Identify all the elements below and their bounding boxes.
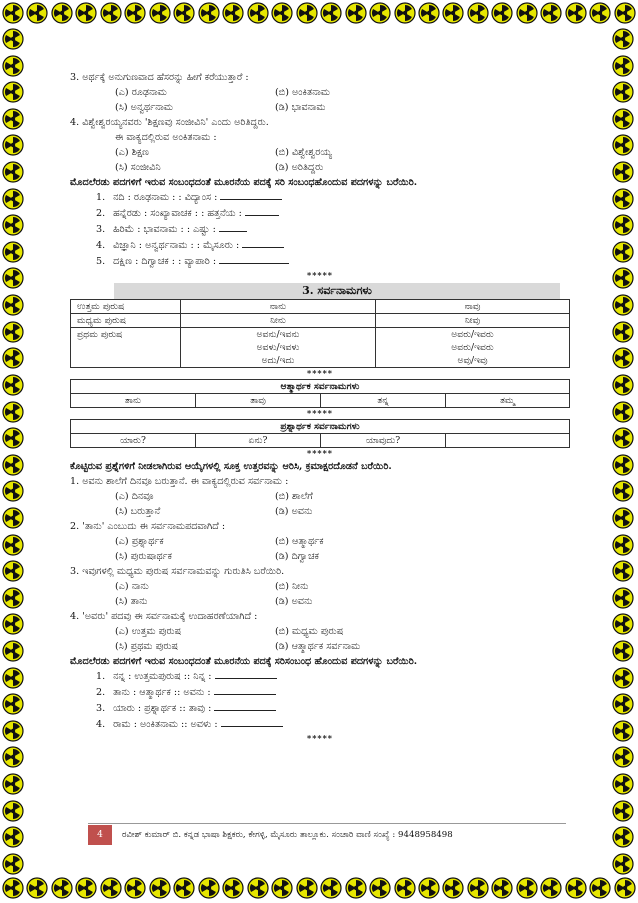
radiation-icon: [612, 321, 634, 343]
radiation-icon: [2, 773, 24, 795]
separator: *****: [307, 448, 333, 458]
table-cell: ಏನು?: [196, 434, 321, 448]
option-c: (ಸಿ) ಸಂಜೀವಿನಿ: [115, 162, 161, 173]
footer-text: ರವೀಶ್ ಕುಮಾರ್ ಬಿ. ಕನ್ನಡ ಭಾಷಾ ಶಿಕ್ಷಕರು, ಕೇಗಳ್ಳಿ, ಮೈಸೂರು ತಾಲ್ಲೂಕು. ಸಂಚಾರಿ ವಾಣಿ ಸಂಖ್ಯೆ : 9448958498: [122, 829, 453, 840]
radiation-icon: [612, 161, 634, 183]
radiation-icon: [612, 188, 634, 210]
match-text: ರಾಮ : ಅಂಕಿತನಾಮ :: ಅವಳು :: [113, 719, 218, 730]
match-text: ನದಿ : ರೂಢನಾಮ : : ವಿದ್ಯಾಂಸ :: [113, 192, 218, 203]
radiation-icon: [612, 294, 634, 316]
radiation-icon: [612, 401, 634, 423]
row-label: ಮಧ್ಯಮ ಪುರುಷ: [71, 314, 181, 328]
radiation-icon: [2, 241, 24, 263]
row-label: ಉತ್ತಮ ಪುರುಷ: [71, 300, 181, 314]
radiation-icon: [612, 480, 634, 502]
question-3b: 3. ಇವುಗಳಲ್ಲಿ ಮಧ್ಯಮ ಪುರುಷ ಸರ್ವನಾಮವನ್ನು ಗುರುತಿಸಿ ಬರೆಯಿರಿ.: [70, 566, 285, 577]
question-4b: 4. 'ಅವರು' ಪದವು ಈ ಸರ್ವನಾಮಕ್ಕೆ ಉದಾಹರಣೆಯಾಗಿದೆ :: [70, 611, 258, 622]
radiation-icon: [612, 746, 634, 768]
interrogative-table: [70, 419, 570, 448]
option-c: (ಸಿ) ಪ್ರಥಮ ಪುರುಷ: [115, 641, 179, 652]
page-footer: [88, 823, 566, 845]
answer-blank: [219, 254, 289, 264]
match-item: [70, 717, 570, 733]
answer-blank: [215, 669, 277, 679]
radiation-icon: [222, 877, 244, 899]
pronoun-table: [70, 299, 570, 368]
radiation-icon: [173, 877, 195, 899]
match-number: 5.: [96, 256, 106, 267]
plural-cell: ನೀವು: [376, 314, 570, 328]
radiation-icon: [589, 2, 611, 24]
match-list-b: [70, 669, 570, 733]
match-number: 2.: [96, 208, 106, 219]
radiation-icon: [2, 720, 24, 742]
radiation-icon: [612, 241, 634, 263]
singular-cell: [181, 328, 376, 368]
option-d: (ಡಿ) ಭಾವನಾಮ: [275, 102, 326, 113]
option-a: (ಎ) ಉತ್ತಮ ಪುರುಷ: [115, 626, 182, 637]
match-instructions: ಮೊದಲೆರಡು ಪದಗಳಿಗೆ ಇರುವ ಸಂಬಂಧದಂತೆ ಮೂರನೆಯ ಪದಕ್ಕೆ ಸರಿ ಸಂಬಂಧಹೊಂದುವ ಪದಗಳನ್ನು ಬರೆಯಿರಿ.: [70, 177, 418, 188]
question-2-options: [70, 534, 570, 564]
match-item: [70, 685, 570, 701]
separator: *****: [307, 270, 333, 280]
option-d: (ಡಿ) ದಿಗ್ವಾಚಕ: [275, 551, 319, 562]
option-b: (ಬಿ) ಮಧ್ಯಮ ಪುರುಷ: [275, 626, 344, 637]
match-text: ಯಾರು : ಪ್ರಶ್ನಾರ್ಥಕ :: ತಾವು :: [113, 703, 212, 714]
radiation-icon: [418, 877, 440, 899]
radiation-icon: [369, 877, 391, 899]
radiation-icon: [2, 454, 24, 476]
option-d: (ಡಿ) ಆತ್ಮಾರ್ಥಕ ಸರ್ವನಾಮ: [275, 641, 361, 652]
question-3: 3. ಅರ್ಥಕ್ಕೆ ಅನುಗುಣವಾದ ಹೆಸರನ್ನು ಹೀಗೆ ಕರೆಯುತ್ತಾರೆ :: [70, 72, 249, 83]
radiation-icon: [173, 2, 195, 24]
border-top: [0, 2, 638, 28]
border-bottom: [0, 877, 638, 903]
radiation-icon: [2, 587, 24, 609]
radiation-icon: [612, 134, 634, 156]
radiation-icon: [612, 454, 634, 476]
radiation-icon: [2, 640, 24, 662]
table-row: [71, 328, 570, 368]
radiation-icon: [491, 877, 513, 899]
border-right: [612, 26, 638, 877]
match-item: [70, 238, 570, 254]
match-number: 1.: [96, 192, 106, 203]
radiation-icon: [26, 2, 48, 24]
radiation-icon: [51, 877, 73, 899]
radiation-icon: [442, 2, 464, 24]
option-a: (ಎ) ಪ್ರಶ್ನಾರ್ಥಕ: [115, 536, 164, 547]
table-row: [71, 314, 570, 328]
option-a: (ಎ) ರೂಢನಾಮ: [115, 87, 167, 98]
table-cell: ತಾನು: [71, 394, 196, 408]
table-cell: ಯಾರು?: [71, 434, 196, 448]
option-a: (ಎ) ದಿನವೂ: [115, 491, 154, 502]
option-a: (ಎ) ಶಿಕ್ಷಣ: [115, 147, 149, 158]
radiation-icon: [612, 55, 634, 77]
question-4-sub: ಈ ವಾಕ್ಯದಲ್ಲಿರುವ ಅಂಕಿತನಾಮ :: [115, 132, 217, 143]
page-number: 4: [88, 825, 112, 845]
separator: *****: [307, 733, 333, 743]
radiation-icon: [612, 28, 634, 50]
option-c: (ಸಿ) ಬರುತ್ತಾನೆ: [115, 506, 161, 517]
table-header-row: [71, 380, 570, 394]
answer-blank: [221, 717, 283, 727]
radiation-icon: [75, 2, 97, 24]
radiation-icon: [296, 877, 318, 899]
singular-cell: ನಾನು: [181, 300, 376, 314]
radiation-icon: [2, 134, 24, 156]
option-b: (ಬಿ) ವಿಶ್ವೇಶ್ವರಯ್ಯ: [275, 147, 332, 158]
singular-form: ಅವಳು/ಇವಳು: [256, 342, 300, 353]
table-header-row: [71, 420, 570, 434]
question-4b-options: [70, 624, 570, 654]
radiation-icon: [345, 877, 367, 899]
singular-cell: ನೀನು: [181, 314, 376, 328]
option-d: (ಡಿ) ಅವನು: [275, 506, 313, 517]
radiation-icon: [2, 507, 24, 529]
plural-form: ಅವು/ಇವು: [457, 355, 488, 366]
radiation-icon: [271, 2, 293, 24]
table-row: [71, 300, 570, 314]
answer-blank: [242, 238, 284, 248]
radiation-icon: [612, 667, 634, 689]
radiation-icon: [612, 613, 634, 635]
mcq-instructions: ಕೊಟ್ಟಿರುವ ಪ್ರಶ್ನೆಗಳಿಗೆ ನೀಡಲಾಗಿರುವ ಆಯ್ಕೆಗಳಲ್ಲಿ ಸೂಕ್ತ ಉತ್ತರವನ್ನು ಆರಿಸಿ, ಕ್ರಮಾಕ್ಷರದೊಡನೆ ಬರೆಯಿರಿ.: [70, 461, 392, 472]
radiation-icon: [589, 877, 611, 899]
radiation-icon: [2, 826, 24, 848]
radiation-icon: [2, 374, 24, 396]
table-row: [71, 394, 570, 408]
radiation-icon: [612, 427, 634, 449]
table-cell-empty: [446, 434, 570, 448]
radiation-icon: [612, 720, 634, 742]
radiation-icon: [320, 2, 342, 24]
plural-form: ಅವರು/ಇವರು: [451, 342, 494, 353]
singular-form: ಅವನು/ಇವನು: [256, 329, 300, 340]
radiation-icon: [369, 2, 391, 24]
radiation-icon: [612, 826, 634, 848]
radiation-icon: [612, 773, 634, 795]
reflexive-table: [70, 379, 570, 408]
answer-blank: [220, 190, 282, 200]
radiation-icon: [2, 188, 24, 210]
radiation-icon: [26, 877, 48, 899]
match-text: ವಿಜ್ಞಾನಿ : ಅನ್ವರ್ಥನಾಮ : : ಮೈಸೂರು :: [113, 240, 240, 251]
section-title: 3. ಸರ್ವನಾಮಗಳು: [114, 283, 560, 299]
radiation-icon: [51, 2, 73, 24]
answer-blank: [214, 701, 276, 711]
match-number: 4.: [96, 240, 106, 251]
option-a: (ಎ) ನಾನು: [115, 581, 149, 592]
radiation-icon: [149, 877, 171, 899]
radiation-icon: [394, 877, 416, 899]
radiation-icon: [2, 294, 24, 316]
radiation-icon: [75, 877, 97, 899]
radiation-icon: [2, 401, 24, 423]
plural-form: ಅವರು/ಇವರು: [451, 329, 494, 340]
singular-form: ಅದು/ಇದು: [261, 355, 295, 366]
radiation-icon: [491, 2, 513, 24]
option-c: (ಸಿ) ಅನ್ವರ್ಥನಾಮ: [115, 102, 174, 113]
radiation-icon: [516, 877, 538, 899]
radiation-icon: [124, 877, 146, 899]
match-number: 4.: [96, 719, 106, 730]
radiation-icon: [516, 2, 538, 24]
radiation-icon: [100, 2, 122, 24]
radiation-icon: [2, 667, 24, 689]
match-number: 2.: [96, 687, 106, 698]
table-title: ಪ್ರಶ್ನಾರ್ಥಕ ಸರ್ವನಾಮಗಳು: [71, 420, 570, 434]
radiation-icon: [614, 2, 636, 24]
match-text: ಹಿರಿಮೆ : ಭಾವನಾಮ : : ಎಷ್ಟು :: [113, 224, 216, 235]
radiation-icon: [612, 534, 634, 556]
radiation-icon: [612, 108, 634, 130]
table-cell: ತನ್ನ: [321, 394, 446, 408]
radiation-icon: [612, 853, 634, 875]
radiation-icon: [2, 534, 24, 556]
radiation-icon: [612, 693, 634, 715]
question-4-options: [70, 145, 570, 175]
radiation-icon: [100, 877, 122, 899]
match-item: [70, 254, 570, 270]
radiation-icon: [612, 587, 634, 609]
radiation-icon: [2, 800, 24, 822]
radiation-icon: [247, 2, 269, 24]
answer-blank: [245, 206, 279, 216]
separator: *****: [307, 408, 333, 418]
radiation-icon: [612, 214, 634, 236]
radiation-icon: [2, 693, 24, 715]
radiation-icon: [271, 877, 293, 899]
radiation-icon: [124, 2, 146, 24]
option-b: (ಬಿ) ಆತ್ಮಾರ್ಥಕ: [275, 536, 324, 547]
option-d: (ಡಿ) ಅವನು: [275, 596, 313, 607]
radiation-icon: [296, 2, 318, 24]
match-number: 3.: [96, 224, 106, 235]
separator: *****: [307, 368, 333, 378]
radiation-icon: [614, 877, 636, 899]
plural-cell: ನಾವು: [376, 300, 570, 314]
radiation-icon: [320, 877, 342, 899]
match-number: 3.: [96, 703, 106, 714]
plural-cell: [376, 328, 570, 368]
answer-blank: [219, 222, 247, 232]
table-cell: ಯಾವುದು?: [321, 434, 446, 448]
radiation-icon: [2, 28, 24, 50]
match-text: ತಾನು : ಆತ್ಮಾರ್ಥಕ :: ಅವನು :: [113, 687, 211, 698]
radiation-icon: [2, 877, 24, 899]
table-row: [71, 434, 570, 448]
radiation-icon: [2, 267, 24, 289]
option-d: (ಡಿ) ಅರಿತಿದ್ದರು: [275, 162, 324, 173]
question-1-options: [70, 489, 570, 519]
question-2: 2. 'ತಾನು' ಎಂಬುದು ಈ ಸರ್ವನಾಮಪದವಾಗಿದೆ :: [70, 521, 226, 532]
radiation-icon: [2, 347, 24, 369]
match-instructions-b: ಮೊದಲೆರಡು ಪದಗಳಿಗೆ ಇರುವ ಸಂಬಂಧದಂತೆ ಮೂರನೆಯ ಪದಕ್ಕೆ ಸರಿಸಂಬಂಧ ಹೊಂದುವ ಪದಗಳನ್ನು ಬರೆಯಿರಿ.: [70, 656, 418, 667]
question-4: 4. ವಿಶ್ವೇಶ್ವರಯ್ಯನವರು 'ಶಿಕ್ಷಣವು ಸಂಜೀವಿನಿ' ಎಂದು ಅರಿತಿದ್ದರು.: [70, 117, 269, 128]
table-title: ಆತ್ಮಾರ್ಥಕ ಸರ್ವನಾಮಗಳು: [71, 380, 570, 394]
match-list: [70, 190, 570, 270]
radiation-icon: [198, 877, 220, 899]
match-item: [70, 190, 570, 206]
match-number: 1.: [96, 671, 106, 682]
question-1: 1. ಅವನು ಶಾಲೆಗೆ ದಿನವೂ ಬರುತ್ತಾನೆ. ಈ ವಾಕ್ಯದಲ್ಲಿರುವ ಸರ್ವನಾಮ :: [70, 476, 289, 487]
match-text: ನನ್ನ : ಉತ್ತಮಪುರುಷ :: ನಿನ್ನ :: [113, 671, 212, 682]
radiation-icon: [2, 427, 24, 449]
radiation-icon: [2, 480, 24, 502]
match-item: [70, 206, 570, 222]
radiation-icon: [612, 347, 634, 369]
table-cell: ತಾವು: [196, 394, 321, 408]
question-3-options: [70, 85, 570, 115]
radiation-icon: [612, 267, 634, 289]
radiation-icon: [2, 560, 24, 582]
radiation-icon: [247, 877, 269, 899]
radiation-icon: [198, 2, 220, 24]
radiation-icon: [2, 161, 24, 183]
match-text: ಹನ್ನೆರಡು : ಸಂಖ್ಯಾವಾಚಕ : : ಹತ್ತನೆಯ :: [113, 208, 242, 219]
radiation-icon: [467, 2, 489, 24]
option-b: (ಬಿ) ನೀನು: [275, 581, 309, 592]
radiation-icon: [394, 2, 416, 24]
option-c: (ಸಿ) ಪುರುಷಾರ್ಥಕ: [115, 551, 172, 562]
radiation-icon: [612, 640, 634, 662]
radiation-icon: [467, 877, 489, 899]
table-cell: ತಮ್ಮ: [446, 394, 570, 408]
radiation-icon: [2, 321, 24, 343]
radiation-icon: [612, 800, 634, 822]
radiation-icon: [540, 2, 562, 24]
radiation-icon: [345, 2, 367, 24]
radiation-icon: [2, 214, 24, 236]
match-text: ದಕ್ಷಿಣ : ದಿಗ್ವಾಚಕ : : ವ್ಯಾಪಾರಿ :: [113, 256, 217, 267]
radiation-icon: [149, 2, 171, 24]
radiation-icon: [2, 853, 24, 875]
radiation-icon: [2, 55, 24, 77]
match-item: [70, 669, 570, 685]
radiation-icon: [418, 2, 440, 24]
option-b: (ಬಿ) ಶಾಲೆಗೆ: [275, 491, 313, 502]
radiation-icon: [612, 81, 634, 103]
radiation-icon: [565, 2, 587, 24]
radiation-icon: [612, 507, 634, 529]
row-label: ಪ್ರಥಮ ಪುರುಷ: [71, 328, 181, 368]
answer-blank: [214, 685, 276, 695]
match-item: [70, 701, 570, 717]
radiation-icon: [442, 877, 464, 899]
radiation-icon: [2, 746, 24, 768]
radiation-icon: [540, 877, 562, 899]
radiation-icon: [2, 613, 24, 635]
match-item: [70, 222, 570, 238]
border-left: [2, 26, 28, 877]
question-3b-options: [70, 579, 570, 609]
option-b: (ಬಿ) ಅಂಕಿತನಾಮ: [275, 87, 330, 98]
radiation-icon: [612, 560, 634, 582]
radiation-icon: [2, 2, 24, 24]
option-c: (ಸಿ) ತಾನು: [115, 596, 148, 607]
radiation-icon: [2, 108, 24, 130]
radiation-icon: [2, 81, 24, 103]
radiation-icon: [222, 2, 244, 24]
radiation-icon: [612, 374, 634, 396]
radiation-icon: [565, 877, 587, 899]
worksheet-page: [70, 70, 570, 744]
